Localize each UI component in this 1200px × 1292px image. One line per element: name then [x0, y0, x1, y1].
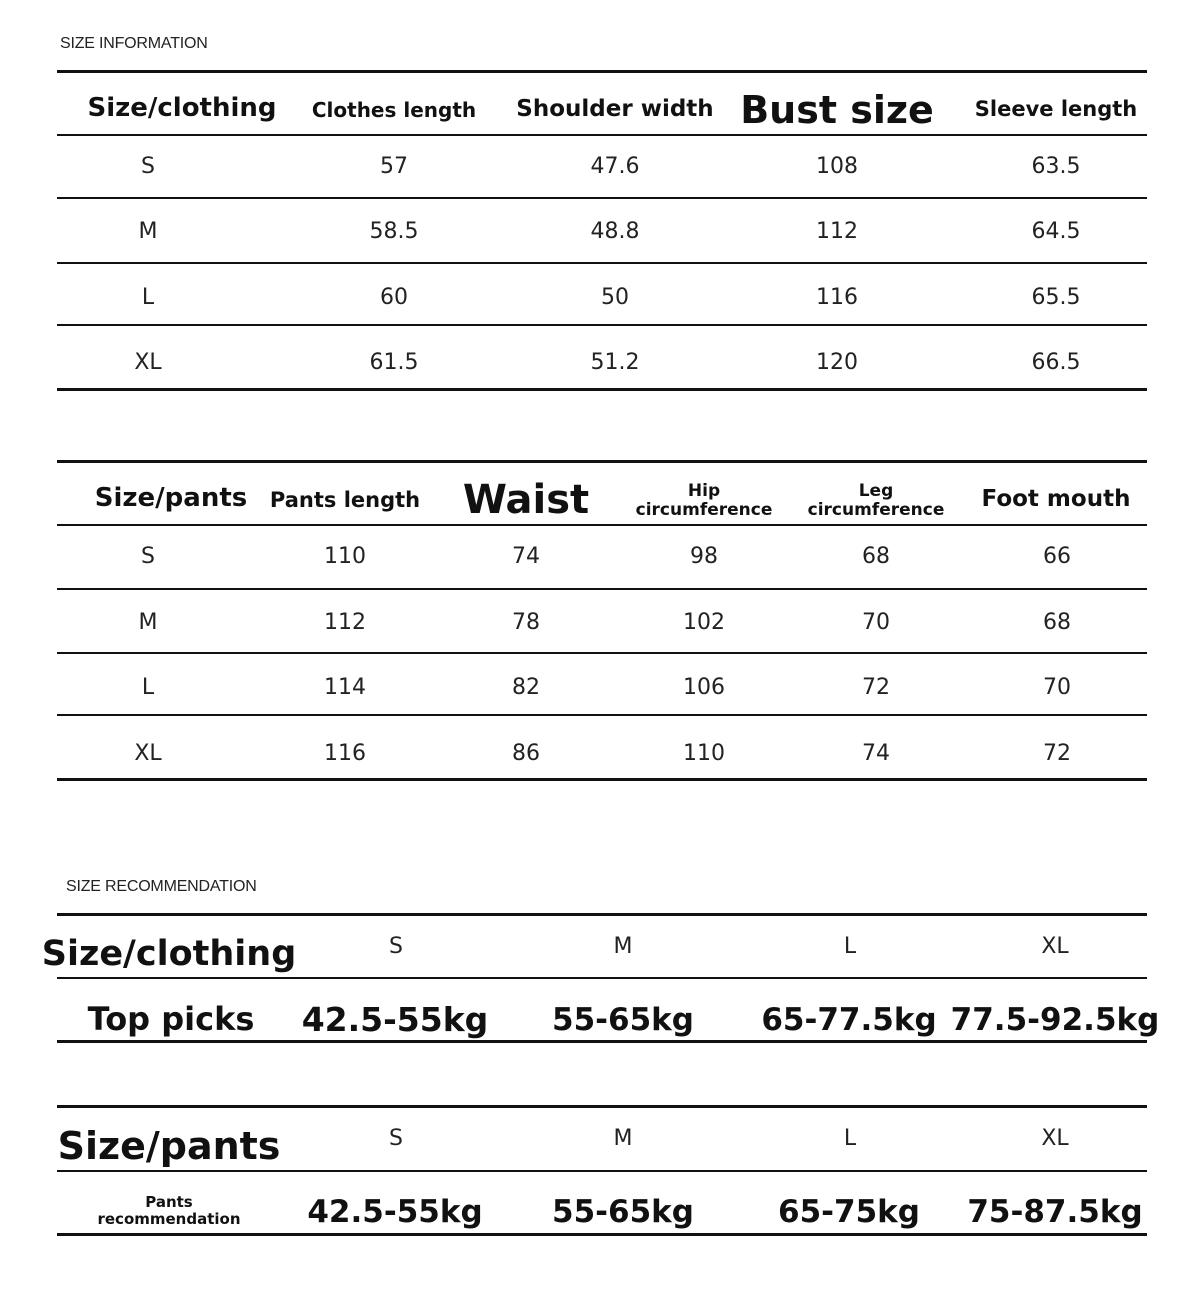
size-xl: XL [1041, 934, 1069, 959]
range-s: 42.5-55kg [307, 1194, 483, 1230]
header-leg-line-2: circumference [807, 500, 945, 520]
size-xl: XL [1041, 1126, 1069, 1151]
header-pants-length: Pants length [269, 488, 421, 512]
range-m: 55-65kg [552, 1002, 694, 1038]
cell-leg: 72 [862, 675, 890, 700]
cell-size: S [141, 544, 155, 569]
table-rule [57, 778, 1147, 781]
cell-shoulder-width: 50 [601, 285, 629, 310]
table-rule [57, 324, 1147, 326]
cell-size: XL [134, 741, 162, 766]
row-label-pants-recommendation [97, 1194, 240, 1228]
size-s: S [389, 934, 403, 959]
cell-hip: 110 [683, 741, 725, 766]
table-rule [57, 460, 1147, 463]
cell-waist: 86 [512, 741, 540, 766]
header-hip-line-2: circumference [635, 500, 773, 520]
header-foot-mouth: Foot mouth [981, 486, 1131, 512]
cell-sleeve-length: 63.5 [1031, 154, 1081, 179]
cell-pants-length: 116 [324, 741, 366, 766]
cell-foot-mouth: 70 [1043, 675, 1071, 700]
range-xl: 77.5-92.5kg [950, 1002, 1160, 1038]
row-label-line-2: recommendation [97, 1210, 241, 1228]
cell-clothes-length: 60 [380, 285, 408, 310]
header-size-pants: Size/pants [94, 483, 248, 513]
cell-bust-size: 112 [816, 219, 858, 244]
cell-waist: 74 [512, 544, 540, 569]
cell-sleeve-length: 64.5 [1031, 219, 1081, 244]
table-rule [57, 524, 1147, 526]
cell-foot-mouth: 66 [1043, 544, 1071, 569]
cell-leg: 70 [862, 610, 890, 635]
cell-bust-size: 108 [816, 154, 858, 179]
cell-waist: 78 [512, 610, 540, 635]
cell-size: XL [134, 350, 162, 375]
cell-clothes-length: 57 [380, 154, 408, 179]
header-bust-size: Bust size [740, 88, 934, 132]
cell-size: L [141, 675, 155, 700]
row-label-line-1: Pants [145, 1193, 193, 1211]
table-rule [57, 1040, 1147, 1043]
table-rule [57, 588, 1147, 590]
size-l: L [843, 1126, 857, 1151]
cell-hip: 102 [683, 610, 725, 635]
range-l: 65-75kg [778, 1194, 920, 1230]
cell-size: M [138, 219, 158, 244]
header-size-clothing: Size/clothing [87, 93, 277, 123]
header-shoulder-width: Shoulder width [516, 96, 714, 122]
table-rule [57, 197, 1147, 199]
cell-clothes-length: 61.5 [369, 350, 419, 375]
table-rule [57, 134, 1147, 136]
table-rule [57, 714, 1147, 716]
cell-leg: 68 [862, 544, 890, 569]
size-m: M [613, 934, 633, 959]
table-rule [57, 652, 1147, 654]
row-label-top-picks: Top picks [87, 1000, 255, 1038]
range-l: 65-77.5kg [761, 1002, 937, 1038]
cell-leg: 74 [862, 741, 890, 766]
size-recommendation-label: SIZE RECOMMENDATION [66, 878, 257, 895]
header-clothes-length: Clothes length [311, 98, 477, 122]
cell-bust-size: 120 [816, 350, 858, 375]
cell-size: S [141, 154, 155, 179]
cell-foot-mouth: 68 [1043, 610, 1071, 635]
cell-hip: 98 [690, 544, 718, 569]
cell-pants-length: 110 [324, 544, 366, 569]
table-rule [57, 1170, 1147, 1172]
size-s: S [389, 1126, 403, 1151]
range-s: 42.5-55kg [301, 1000, 489, 1039]
range-xl: 75-87.5kg [967, 1194, 1143, 1230]
table-rule [57, 262, 1147, 264]
table-rule [57, 1233, 1147, 1236]
header-leg-line-1: Leg [858, 481, 894, 501]
cell-pants-length: 114 [324, 675, 366, 700]
cell-shoulder-width: 51.2 [590, 350, 640, 375]
table-rule [57, 1105, 1147, 1108]
size-l: L [843, 934, 857, 959]
header-sleeve-length: Sleeve length [974, 97, 1138, 121]
header-size-pants: Size/pants [57, 1124, 281, 1168]
cell-foot-mouth: 72 [1043, 741, 1071, 766]
size-m: M [613, 1126, 633, 1151]
header-leg-circumference [808, 482, 945, 520]
size-information-label: SIZE INFORMATION [60, 35, 208, 52]
cell-shoulder-width: 47.6 [590, 154, 640, 179]
table-rule [57, 913, 1147, 916]
cell-hip: 106 [683, 675, 725, 700]
table-rule [57, 977, 1147, 979]
header-hip-circumference [636, 482, 773, 520]
range-m: 55-65kg [552, 1194, 694, 1230]
cell-shoulder-width: 48.8 [590, 219, 640, 244]
cell-waist: 82 [512, 675, 540, 700]
header-hip-line-1: Hip [687, 481, 721, 501]
cell-clothes-length: 58.5 [369, 219, 419, 244]
table-rule [57, 388, 1147, 391]
cell-sleeve-length: 65.5 [1031, 285, 1081, 310]
cell-size: M [138, 610, 158, 635]
header-size-clothing: Size/clothing [41, 934, 297, 974]
cell-sleeve-length: 66.5 [1031, 350, 1081, 375]
header-waist: Waist [462, 477, 590, 523]
cell-size: L [141, 285, 155, 310]
cell-bust-size: 116 [816, 285, 858, 310]
table-rule [57, 70, 1147, 73]
cell-pants-length: 112 [324, 610, 366, 635]
